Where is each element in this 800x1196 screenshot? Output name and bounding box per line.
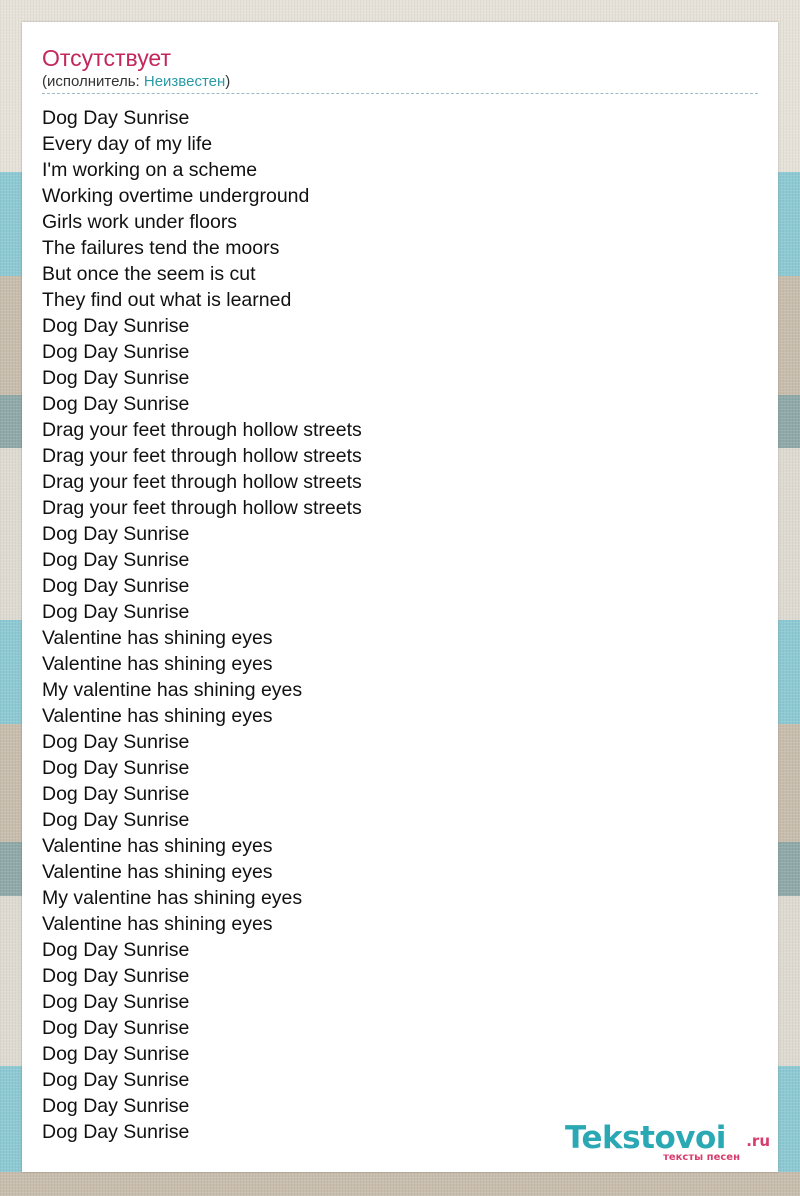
title-divider <box>42 93 758 94</box>
lyric-line: Dog Day Sunrise <box>42 1095 190 1117</box>
lyric-line: They find out what is learned <box>42 289 292 311</box>
lyric-line: Valentine has shining eyes <box>42 913 273 935</box>
lyric-line: Dog Day Sunrise <box>42 757 190 779</box>
performer-suffix: ) <box>225 73 231 90</box>
lyric-line: Dog Day Sunrise <box>42 809 190 831</box>
lyric-line: Drag your feet through hollow streets <box>42 445 362 467</box>
lyric-line: My valentine has shining eyes <box>42 679 303 701</box>
lyric-line: Valentine has shining eyes <box>42 705 273 727</box>
lyrics-list <box>42 105 362 1145</box>
lyrics-card <box>22 22 778 1172</box>
lyric-line: Dog Day Sunrise <box>42 601 190 623</box>
lyric-line: Dog Day Sunrise <box>42 575 190 597</box>
lyric-line: Girls work under floors <box>42 211 238 233</box>
performer-link[interactable]: Неизвестен <box>143 73 226 90</box>
lyric-line: Dog Day Sunrise <box>42 1069 190 1091</box>
lyric-line: Dog Day Sunrise <box>42 939 190 961</box>
lyric-line: Valentine has shining eyes <box>42 653 273 675</box>
lyric-line: Dog Day Sunrise <box>42 783 190 805</box>
lyric-line: Working overtime underground <box>42 185 310 207</box>
lyric-line: But once the seem is cut <box>42 263 256 285</box>
logo-brand: Tekstovoi <box>565 1120 726 1156</box>
performer-prefix: (исполнитель: <box>42 73 144 90</box>
lyric-line: Dog Day Sunrise <box>42 523 190 545</box>
lyric-line: My valentine has shining eyes <box>42 887 303 909</box>
lyric-line: Dog Day Sunrise <box>42 991 190 1013</box>
lyric-line: Dog Day Sunrise <box>42 367 190 389</box>
lyric-line: Dog Day Sunrise <box>42 1017 190 1039</box>
performer-line <box>42 73 230 91</box>
lyric-line: Drag your feet through hollow streets <box>42 497 362 519</box>
lyric-line: Every day of my life <box>42 133 213 155</box>
lyric-line: Dog Day Sunrise <box>42 1121 190 1143</box>
site-logo[interactable] <box>565 1120 770 1166</box>
lyric-line: Valentine has shining eyes <box>42 861 273 883</box>
lyric-line: Dog Day Sunrise <box>42 315 190 337</box>
lyric-line: Dog Day Sunrise <box>42 1043 190 1065</box>
lyric-line: Dog Day Sunrise <box>42 731 190 753</box>
lyric-line: Dog Day Sunrise <box>42 965 190 987</box>
song-title: Отсутствует <box>42 45 171 71</box>
logo-tld: .ru <box>746 1132 770 1150</box>
lyric-line: I'm working on a scheme <box>42 159 258 181</box>
lyric-line: Dog Day Sunrise <box>42 549 190 571</box>
lyric-line: Valentine has shining eyes <box>42 835 273 857</box>
lyric-line: Dog Day Sunrise <box>42 341 190 363</box>
lyric-line: The failures tend the moors <box>42 237 280 259</box>
logo-tagline: тексты песен <box>663 1152 740 1163</box>
lyric-line: Drag your feet through hollow streets <box>42 419 362 441</box>
lyric-line: Valentine has shining eyes <box>42 627 273 649</box>
lyric-line: Dog Day Sunrise <box>42 107 190 129</box>
lyric-line: Dog Day Sunrise <box>42 393 190 415</box>
lyric-line: Drag your feet through hollow streets <box>42 471 362 493</box>
